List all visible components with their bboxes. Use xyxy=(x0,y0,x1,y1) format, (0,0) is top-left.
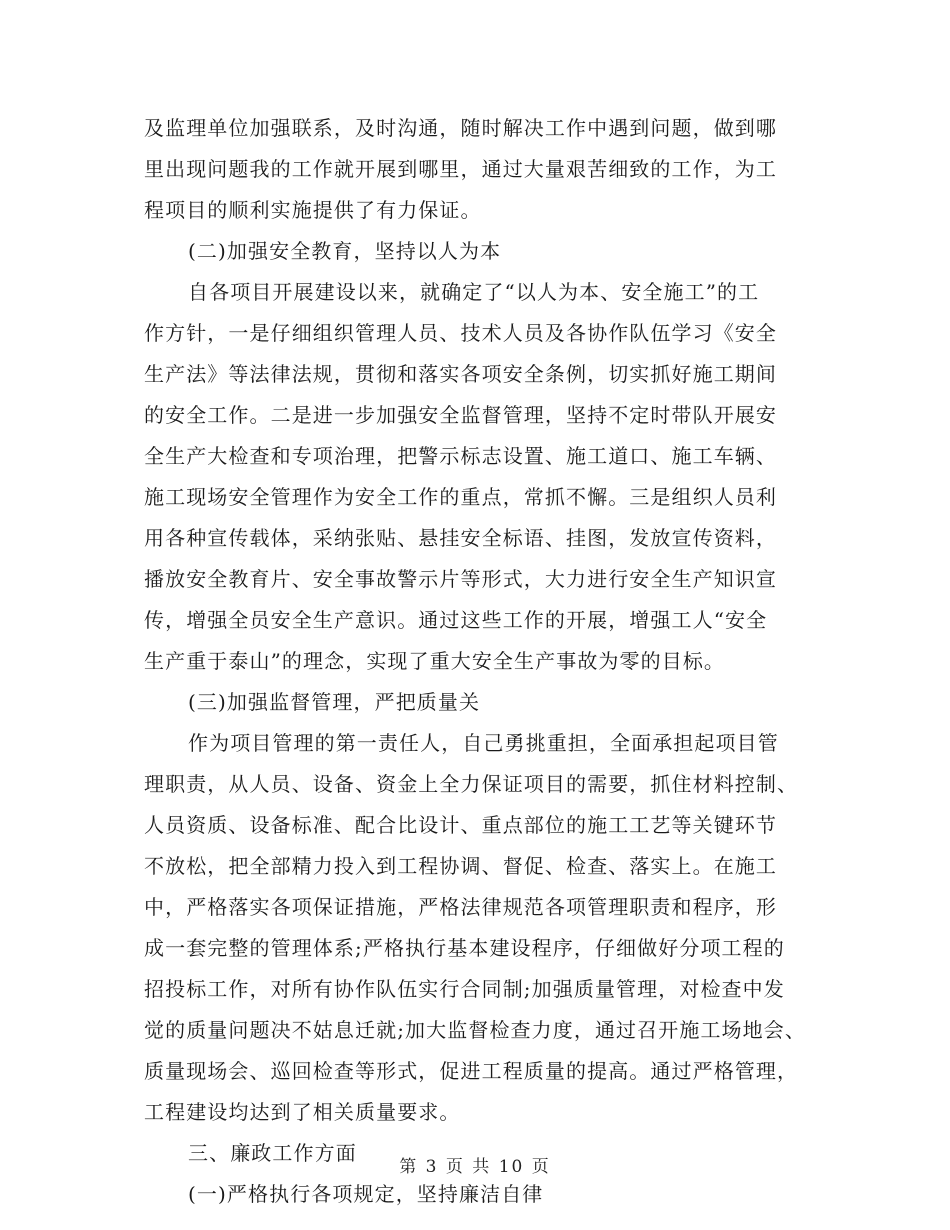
text-line: 传，增强全员安全生产意识。通过这些工作的开展，增强工人“安全 xyxy=(144,608,768,632)
text-line: 里出现问题我的工作就开展到哪里，通过大量艰苦细致的工作，为工 xyxy=(144,157,777,181)
text-line: 中，严格落实各项保证措施，严格法律规范各项管理职责和程序，形 xyxy=(144,895,777,919)
text-line: 生产重于泰山”的理念，实现了重大安全生产事故为零的目标。 xyxy=(144,649,726,673)
text-line: 觉的质量问题决不姑息迁就;加大监督检查力度，通过召开施工场地会、 xyxy=(144,1018,806,1042)
text-line: 用各种宣传载体，采纳张贴、悬挂安全标语、挂图，发放宣传资料， xyxy=(144,526,777,550)
text-line: 作为项目管理的第一责任人，自己勇挑重担，全面承担起项目管 xyxy=(188,731,779,755)
text-line: (三)加强监督管理，严把质量关 xyxy=(188,690,481,714)
text-line: 招投标工作，对所有协作队伍实行合同制;加强质量管理，对检查中发 xyxy=(144,977,785,1001)
text-line: (二)加强安全教育，坚持以人为本 xyxy=(188,239,502,263)
text-line: 及监理单位加强联系，及时沟通，随时解决工作中遇到问题，做到哪 xyxy=(144,116,777,140)
page-footer: 第 3 页 共 10 页 xyxy=(399,1157,551,1177)
text-line: 播放安全教育片、安全事故警示片等形式，大力进行安全生产知识宣 xyxy=(144,567,777,591)
text-line: 施工现场安全管理作为安全工作的重点，常抓不懈。三是组织人员利 xyxy=(144,485,777,509)
text-line: 三、廉政工作方面 xyxy=(188,1141,357,1165)
text-line: 成一套完整的管理体系;严格执行基本建设程序，仔细做好分项工程的 xyxy=(144,936,785,960)
text-line: 的安全工作。二是进一步加强安全监督管理，坚持不定时带队开展安 xyxy=(144,403,777,427)
text-line: 质量现场会、巡回检查等形式，促进工程质量的提高。通过严格管理， xyxy=(144,1059,799,1083)
text-line: 作方针，一是仔细组织管理人员、技术人员及各协作队伍学习《安全 xyxy=(144,321,777,345)
text-line: 生产法》等法律法规，贯彻和落实各项安全条例，切实抓好施工期间 xyxy=(144,362,777,386)
text-line: 理职责，从人员、设备、资金上全力保证项目的需要，抓住材料控制、 xyxy=(144,772,799,796)
text-line: 自各项目开展建设以来，就确定了“以人为本、安全施工”的工 xyxy=(188,280,760,304)
text-line: 不放松，把全部精力投入到工程协调、督促、检查、落实上。在施工 xyxy=(144,854,777,878)
body-text xyxy=(144,108,824,1215)
text-line: 工程建设均达到了相关质量要求。 xyxy=(144,1100,461,1124)
text-line: 全生产大检查和专项治理，把警示标志设置、施工道口、施工车辆、 xyxy=(144,444,777,468)
text-line: 程项目的顺利实施提供了有力保证。 xyxy=(144,198,482,222)
text-line: (一)严格执行各项规定，坚持廉洁自律 xyxy=(188,1182,544,1206)
text-line: 人员资质、设备标准、配合比设计、重点部位的施工工艺等关键环节 xyxy=(144,813,777,837)
